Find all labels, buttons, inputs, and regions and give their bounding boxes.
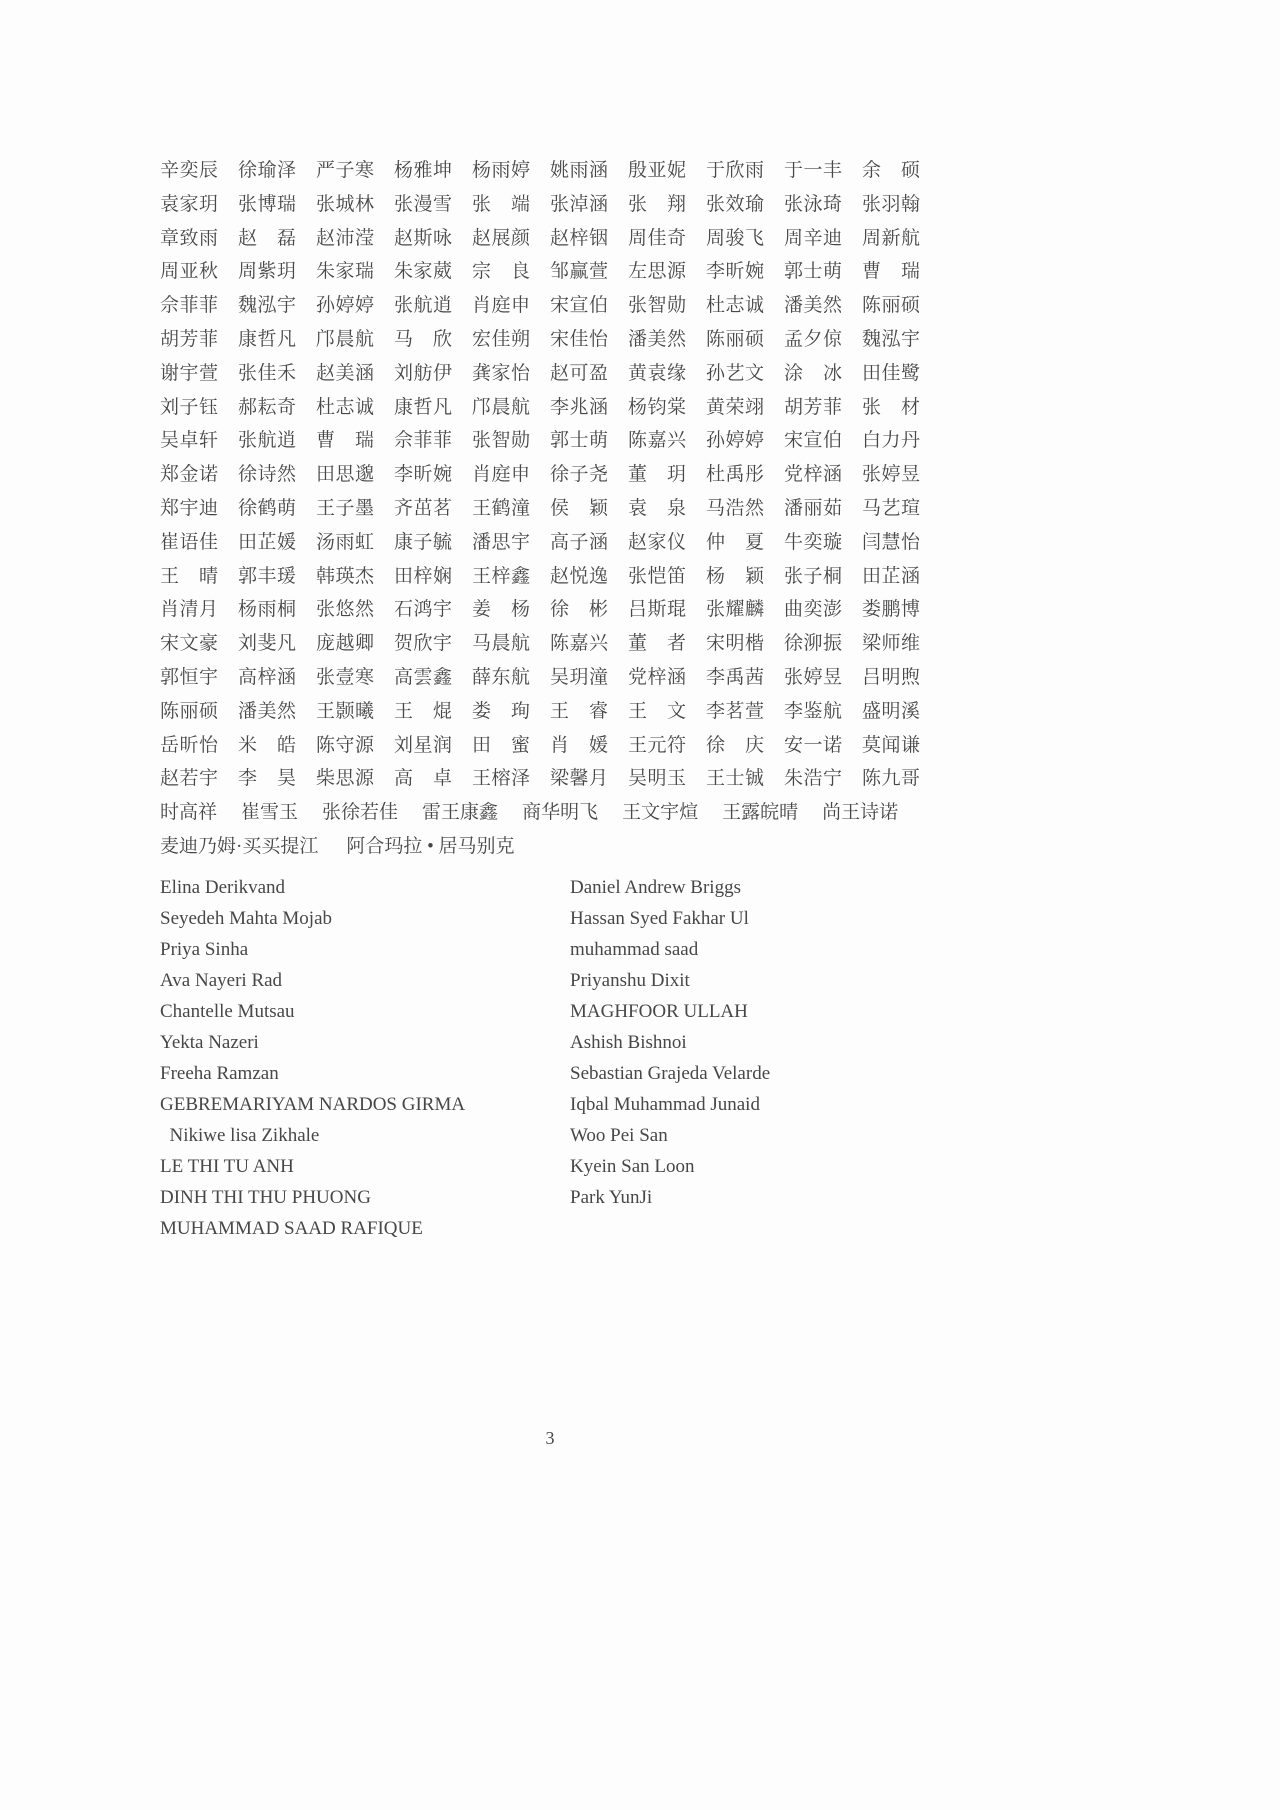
name-cell: 田 蜜	[472, 734, 531, 756]
name-cell: 辛奕辰	[160, 160, 219, 181]
name-cell: 佘菲菲	[394, 430, 453, 452]
name-cell: 李茗萱	[706, 700, 765, 722]
name-row	[160, 391, 940, 425]
name-cell: 郭恒宇	[160, 666, 219, 688]
latin-name-row	[160, 965, 940, 996]
name-cell: 朱家葳	[394, 261, 453, 283]
name-cell: 韩瑛杰	[316, 565, 375, 587]
name-cell: 郝耘奇	[238, 396, 297, 418]
name-cell: 赵梓铟	[550, 227, 609, 249]
name-cell: 左思源	[628, 261, 687, 283]
name-cell: 赵悦逸	[550, 565, 609, 587]
name-cell: 宋明楷	[706, 633, 765, 655]
latin-name: Priya Sinha	[160, 938, 249, 960]
name-cell: 赵家仪	[628, 531, 687, 553]
latin-name: Hassan Syed Fakhar Ul	[570, 907, 749, 929]
name-cell: 潘美然	[784, 295, 843, 317]
name-cell: 娄鹏博	[862, 599, 921, 621]
latin-name: Daniel Andrew Briggs	[570, 876, 741, 898]
name-cell: 陈嘉兴	[550, 633, 609, 655]
name-row	[160, 289, 940, 323]
name-cell: 董 者	[628, 633, 687, 655]
name-cell: 魏泓宇	[238, 295, 297, 317]
latin-name-columns	[160, 872, 940, 1244]
name-cell: 杜志诚	[316, 396, 375, 418]
name-cell: 贺欣宇	[394, 633, 453, 655]
name-cell: 潘丽茹	[784, 497, 843, 519]
latin-name-row	[160, 1089, 940, 1120]
name-cell: 张耀麟	[706, 599, 765, 621]
name-cell: 王 晴	[160, 565, 219, 587]
name-cell: 王梓鑫	[472, 565, 531, 587]
name-row	[160, 762, 940, 796]
name-cell: 张航逍	[238, 430, 297, 452]
name-cell: 于一丰	[784, 160, 843, 181]
latin-name: Seyedeh Mahta Mojab	[160, 907, 333, 929]
name-cell: 陈丽硕	[706, 328, 765, 350]
name-cell: 张佳禾	[238, 362, 297, 384]
name-cell: 康子毓	[394, 531, 453, 553]
name-cell: 梁师维	[862, 633, 921, 655]
latin-name: Park YunJi	[570, 1186, 653, 1208]
name-cell: 魏泓宇	[862, 328, 921, 350]
name-cell: 郑金诺	[160, 464, 219, 486]
name-cell: 谢宇萱	[160, 362, 219, 384]
latin-name: GEBREMARIYAM NARDOS GIRMA	[160, 1093, 466, 1115]
name-cell: 徐诗然	[238, 464, 297, 486]
latin-name: muhammad saad	[570, 938, 699, 960]
name-cell: 杨 颖	[706, 565, 765, 587]
name-cell: 潘美然	[628, 328, 687, 350]
name-cell: 党梓涵	[784, 464, 843, 486]
latin-name: Sebastian Grajeda Velarde	[570, 1062, 771, 1084]
name-cell: 张漫雪	[394, 193, 453, 215]
name-cell: 阿合玛拉 • 居马别克	[346, 835, 515, 857]
name-cell: 张博瑞	[238, 193, 297, 215]
name-cell: 张 端	[472, 193, 531, 215]
latin-name: DINH THI THU PHUONG	[160, 1186, 371, 1208]
name-row	[160, 323, 940, 357]
name-cell: 胡芳菲	[160, 328, 219, 350]
name-cell: 党梓涵	[628, 666, 687, 688]
name-cell: 侯 颖	[550, 497, 609, 519]
name-row	[160, 695, 940, 729]
name-cell: 周辛迪	[784, 227, 843, 249]
latin-name: Iqbal Muhammad Junaid	[570, 1093, 760, 1115]
name-cell: 涂 冰	[784, 362, 843, 384]
name-cell: 周佳奇	[628, 227, 687, 249]
name-cell: 张子桐	[784, 565, 843, 587]
name-cell: 孙婷婷	[316, 295, 375, 317]
name-cell: 王士铖	[706, 768, 765, 790]
name-row	[160, 627, 940, 661]
latin-name-row	[160, 1182, 940, 1213]
name-cell: 周新航	[862, 227, 921, 249]
name-cell: 薛东航	[472, 666, 531, 688]
name-cell: 张羽翰	[862, 193, 921, 215]
name-row	[160, 593, 940, 627]
name-cell: 田思邈	[316, 464, 375, 486]
name-cell: 王文宇煊	[622, 802, 699, 824]
name-cell: 赵 磊	[238, 227, 297, 249]
name-cell: 张淖涵	[550, 193, 609, 215]
name-row	[160, 424, 940, 458]
name-cell: 张壹寒	[316, 666, 375, 688]
name-cell: 曲奕澎	[784, 599, 843, 621]
name-cell: 徐 庆	[706, 734, 765, 756]
name-cell: 刘子钰	[160, 396, 219, 418]
name-cell: 雷王康鑫	[422, 802, 499, 824]
name-cell: 时高祥	[160, 802, 218, 824]
name-cell: 柴思源	[316, 768, 375, 790]
name-cell: 孙艺文	[706, 362, 765, 384]
name-cell: 杜禹彤	[706, 464, 765, 486]
name-cell: 郭丰瑗	[238, 565, 297, 587]
name-cell: 王露皖晴	[722, 802, 799, 824]
name-cell: 胡芳菲	[784, 396, 843, 418]
name-cell: 张城林	[316, 193, 375, 215]
name-cell: 马晨航	[472, 633, 531, 655]
name-cell: 张 材	[862, 396, 921, 418]
name-cell: 李 昊	[238, 768, 297, 790]
name-cell: 安一诺	[784, 734, 843, 756]
name-cell: 陈嘉兴	[628, 430, 687, 452]
name-cell: 周亚秋	[160, 261, 219, 283]
latin-name: LE THI TU ANH	[160, 1155, 294, 1177]
name-cell: 郑宇迪	[160, 497, 219, 519]
name-cell: 张悠然	[316, 599, 375, 621]
name-row	[160, 357, 940, 391]
name-row	[160, 458, 940, 492]
name-cell: 佘菲菲	[160, 295, 219, 317]
name-cell: 徐泖振	[784, 633, 843, 655]
name-cell: 邝晨航	[472, 396, 531, 418]
name-cell: 刘星润	[394, 734, 453, 756]
latin-name-row	[160, 996, 940, 1027]
name-cell: 康哲凡	[238, 328, 297, 350]
name-cell: 曹 瑞	[862, 261, 921, 283]
name-row	[160, 492, 940, 526]
name-row	[160, 154, 940, 188]
name-cell: 陈丽硕	[862, 295, 921, 317]
name-cell: 姜 杨	[472, 599, 531, 621]
latin-name-row	[160, 1027, 940, 1058]
name-cell: 田佳鹭	[862, 362, 921, 384]
name-cell: 杜志诚	[706, 295, 765, 317]
name-cell: 李昕婉	[394, 464, 453, 486]
name-cell: 赵可盈	[550, 362, 609, 384]
name-cell: 白力丹	[862, 430, 921, 452]
latin-name: Nikiwe lisa Zikhale	[160, 1124, 320, 1146]
name-cell: 王鹤潼	[472, 497, 531, 519]
name-cell: 高雲鑫	[394, 666, 453, 688]
name-cell: 宋宣伯	[784, 430, 843, 452]
name-cell: 仲 夏	[706, 531, 765, 553]
name-cell: 吕明煦	[862, 666, 921, 688]
name-cell: 岳昕怡	[160, 734, 219, 756]
name-cell: 田芷涵	[862, 565, 921, 587]
name-cell: 杨雨桐	[238, 599, 297, 621]
name-cell: 康哲凡	[394, 396, 453, 418]
name-cell: 马浩然	[706, 497, 765, 519]
name-cell: 李兆涵	[550, 396, 609, 418]
name-row	[160, 526, 940, 560]
latin-name: Kyein San Loon	[570, 1155, 695, 1177]
name-cell: 姚雨涵	[550, 160, 609, 181]
name-cell: 娄 珣	[472, 700, 531, 722]
name-cell: 肖庭申	[472, 295, 531, 317]
name-cell: 盛明溪	[862, 700, 921, 722]
name-cell: 商华明飞	[522, 802, 599, 824]
latin-name-row	[160, 1058, 940, 1089]
name-cell: 梁馨月	[550, 768, 609, 790]
name-cell: 王颢曦	[316, 700, 375, 722]
name-cell: 马 欣	[394, 328, 453, 350]
name-cell: 张 翔	[628, 193, 687, 215]
name-cell: 米 皓	[238, 734, 297, 756]
name-cell: 陈丽硕	[160, 700, 219, 722]
latin-name-row	[160, 1213, 940, 1244]
name-cell: 宋文豪	[160, 633, 219, 655]
name-cell: 张婷昱	[784, 666, 843, 688]
name-cell: 赵斯咏	[394, 227, 453, 249]
name-cell: 袁家玥	[160, 193, 219, 215]
name-cell: 高 卓	[394, 768, 453, 790]
name-cell: 王元符	[628, 734, 687, 756]
name-cell: 高梓涵	[238, 666, 297, 688]
name-cell: 潘美然	[238, 700, 297, 722]
name-cell: 邹赢萱	[550, 261, 609, 283]
name-cell: 王子墨	[316, 497, 375, 519]
name-cell: 崔语佳	[160, 531, 219, 553]
latin-name: Ashish Bishnoi	[570, 1031, 687, 1053]
page-number: 3	[545, 1428, 555, 1448]
name-cell: 刘斐凡	[238, 633, 297, 655]
name-cell: 黄荣翊	[706, 396, 765, 418]
name-cell: 王 睿	[550, 700, 609, 722]
name-cell: 陈守源	[316, 734, 375, 756]
name-cell: 于欣雨	[706, 160, 765, 181]
name-cell: 肖庭申	[472, 464, 531, 486]
name-cell: 徐鹤萌	[238, 497, 297, 519]
name-cell: 宏佳朔	[472, 328, 531, 350]
name-cell: 严子寒	[316, 160, 375, 181]
name-cell: 余 硕	[862, 160, 921, 181]
name-row	[160, 188, 940, 222]
name-cell: 张徐若佳	[322, 802, 399, 824]
name-row	[160, 729, 940, 763]
name-cell: 徐 彬	[550, 599, 609, 621]
name-cell: 王 焜	[394, 700, 453, 722]
name-cell: 潘思宇	[472, 531, 531, 553]
name-cell: 黄袁缘	[628, 362, 687, 384]
name-cell: 高子涵	[550, 531, 609, 553]
name-cell: 陈九哥	[862, 768, 921, 790]
latin-name: MUHAMMAD SAAD RAFIQUE	[160, 1217, 423, 1239]
name-cell: 闫慧怡	[862, 531, 921, 553]
name-cell: 齐茁茗	[394, 497, 453, 519]
name-cell: 王 文	[628, 700, 687, 722]
name-cell: 邝晨航	[316, 328, 375, 350]
name-cell: 赵若宇	[160, 768, 219, 790]
name-cell: 田梓娴	[394, 565, 453, 587]
name-cell: 曹 瑞	[316, 430, 375, 452]
name-cell: 徐子尧	[550, 464, 609, 486]
name-cell: 肖清月	[160, 599, 219, 621]
name-cell: 崔雪玉	[241, 802, 299, 824]
name-cell: 殷亚妮	[628, 160, 687, 181]
name-cell: 张智勋	[628, 295, 687, 317]
name-cell: 孙婷婷	[706, 430, 765, 452]
name-cell: 宋佳怡	[550, 328, 609, 350]
name-cell: 张恺笛	[628, 565, 687, 587]
name-cell: 李鉴航	[784, 700, 843, 722]
name-row	[160, 661, 940, 695]
latin-name: Chantelle Mutsau	[160, 1000, 295, 1022]
name-cell: 宗 良	[472, 261, 531, 283]
name-cell: 周紫玥	[238, 261, 297, 283]
name-cell: 汤雨虹	[316, 531, 375, 553]
name-cell: 杨雨婷	[472, 160, 531, 181]
name-cell: 刘舫伊	[394, 362, 453, 384]
name-row	[160, 255, 940, 289]
latin-name-row	[160, 872, 940, 903]
latin-name: MAGHFOOR ULLAH	[570, 1000, 748, 1022]
name-cell: 田芷媛	[238, 531, 297, 553]
name-cell: 赵沛滢	[316, 227, 375, 249]
name-cell: 张泳琦	[784, 193, 843, 215]
latin-name: Priyanshu Dixit	[570, 969, 690, 991]
name-cell: 肖 媛	[550, 734, 609, 756]
name-cell: 朱浩宁	[784, 768, 843, 790]
name-cell: 赵展颜	[472, 227, 531, 249]
name-cell: 张智勋	[472, 430, 531, 452]
name-cell: 章致雨	[160, 227, 219, 249]
name-cell: 吴卓轩	[160, 430, 219, 452]
latin-name: Ava Nayeri Rad	[160, 969, 283, 991]
latin-name: Freeha Ramzan	[160, 1062, 279, 1084]
name-cell: 马艺瑄	[862, 497, 921, 519]
page-content	[160, 154, 940, 1244]
name-cell: 杨雅坤	[394, 160, 453, 181]
name-cell: 朱家瑞	[316, 261, 375, 283]
name-cell: 董 玥	[628, 464, 687, 486]
name-cell: 庞越卿	[316, 633, 375, 655]
latin-name-row	[160, 934, 940, 965]
chinese-name-row-short	[160, 796, 940, 830]
name-cell: 赵美涵	[316, 362, 375, 384]
name-row	[160, 222, 940, 256]
name-cell: 李禹茜	[706, 666, 765, 688]
name-row	[160, 560, 940, 594]
name-cell: 王榕泽	[472, 768, 531, 790]
name-cell: 孟夕倞	[784, 328, 843, 350]
name-cell: 周骏飞	[706, 227, 765, 249]
name-cell: 牛奕璇	[784, 531, 843, 553]
name-cell: 张效瑜	[706, 193, 765, 215]
chinese-name-grid	[160, 154, 940, 796]
name-cell: 龚家怡	[472, 362, 531, 384]
latin-name-row	[160, 903, 940, 934]
latin-name: Woo Pei San	[570, 1124, 668, 1146]
name-cell: 宋宣伯	[550, 295, 609, 317]
name-cell: 吕斯琨	[628, 599, 687, 621]
latin-name: Elina Derikvand	[160, 876, 286, 898]
name-cell: 张婷昱	[862, 464, 921, 486]
name-cell: 尚王诗诺	[822, 802, 899, 824]
name-cell: 杨钧棠	[628, 396, 687, 418]
name-cell: 郭士萌	[550, 430, 609, 452]
name-cell: 吴玥潼	[550, 666, 609, 688]
name-cell: 石鸿宇	[394, 599, 453, 621]
name-cell: 郭士萌	[784, 261, 843, 283]
latin-name-row	[160, 1151, 940, 1182]
name-cell: 麦迪乃姆·买买提江	[160, 835, 319, 857]
name-cell: 吴明玉	[628, 768, 687, 790]
name-cell: 张航逍	[394, 295, 453, 317]
name-cell: 袁 泉	[628, 497, 687, 519]
transliterated-name-row	[160, 830, 940, 864]
name-cell: 李昕婉	[706, 261, 765, 283]
name-cell: 徐瑜泽	[238, 160, 297, 181]
latin-name: Yekta Nazeri	[160, 1031, 259, 1053]
name-cell: 莫闻谦	[862, 734, 921, 756]
latin-name-row	[160, 1120, 940, 1151]
